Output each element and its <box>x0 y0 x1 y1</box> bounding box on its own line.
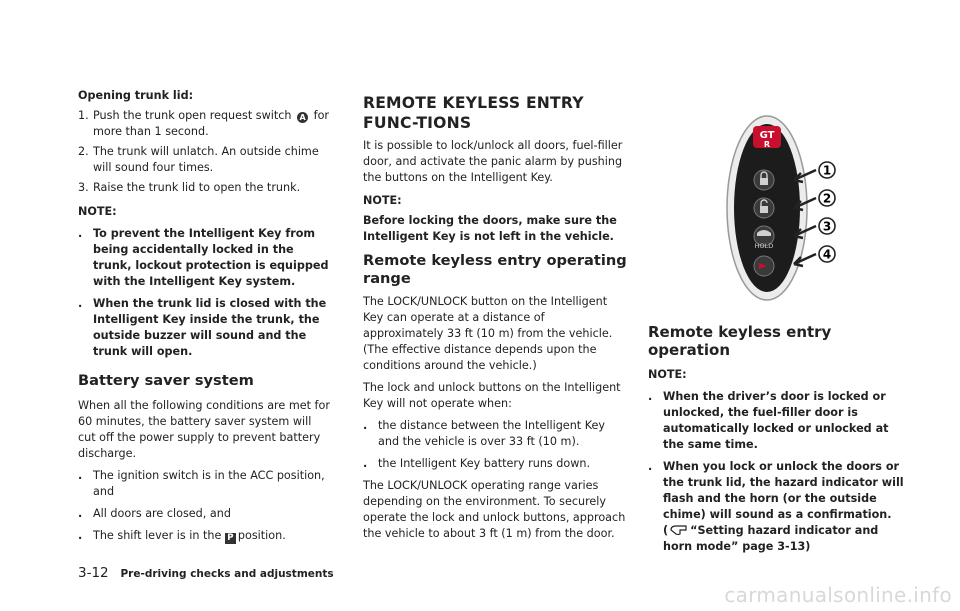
bullet-icon: . <box>78 529 83 542</box>
note-item: . To prevent the Intelligent Key from being accidentally locked in the trunk, lockout protection is equipped with the Intelligent Key system. <box>78 227 329 288</box>
right-column <box>648 323 910 561</box>
callout-1: 1 <box>822 163 832 178</box>
bullet-icon: . <box>78 297 83 310</box>
logo-text-gt: GT <box>759 130 775 141</box>
watermark: carmanualsonline.info <box>724 583 952 607</box>
note-item: . When the driver’s door is locked or unlocked, the fuel-filler door is automatically locked or unlocked at the same time. <box>648 390 889 451</box>
step-3: 3. Raise the trunk lid to open the trunk. <box>78 181 301 194</box>
section-title: Pre-driving checks and adjustments <box>120 568 334 580</box>
callout-2: 2 <box>822 191 832 206</box>
note-text: Before locking the doors, make sure the Intelligent Key is not left in the vehicle. <box>363 214 617 243</box>
range-paragraph-3: The LOCK/UNLOCK operating range varies depending on the environment. To securely operate the lock and unlock buttons, approach the vehicle to about 3 ft (1 m) from the door. <box>363 479 626 540</box>
battery-saver-heading: Battery saver system <box>78 372 254 389</box>
bullet-icon: . <box>363 457 368 470</box>
note-item: . When you lock or unlock the doors or the trunk lid, the hazard indicator will flash and the horn (or the outside chime) will sound as a confirmation. ( “Setting hazard indicator and horn mode” page 3-13) <box>648 460 904 553</box>
range-heading: Remote keyless entry operating range <box>363 252 627 287</box>
range-paragraph-1: The LOCK/UNLOCK button on the Intelligent Key can operate at a distance of approximately 33 ft (10 m) from the vehicle. (The effective distance depends upon the conditions around the vehicle.) <box>363 295 613 372</box>
callout-4: 4 <box>822 247 832 262</box>
operation-heading: Remote keyless entry operation <box>648 323 832 359</box>
intelligent-key-figure <box>700 108 850 308</box>
page-number: 3-12 <box>78 565 109 581</box>
intelligent-key-illustration <box>700 108 850 308</box>
note-label: NOTE: <box>363 194 402 207</box>
left-column <box>78 88 332 550</box>
range-item: . the Intelligent Key battery runs down. <box>363 457 591 470</box>
park-position-icon: P <box>225 533 236 544</box>
bullet-icon: . <box>78 469 83 482</box>
marker-a-icon: A <box>297 112 308 123</box>
remote-intro: It is possible to lock/unlock all doors, fuel-filler door, and activate the panic alarm by pushing the buttons on the Intelligent Key. <box>363 139 623 184</box>
note-label: NOTE: <box>648 368 687 381</box>
range-paragraph-2: The lock and unlock buttons on the Intelligent Key will not operate when: <box>363 381 621 410</box>
open-trunk-heading: Opening trunk lid: <box>78 89 194 102</box>
middle-column <box>363 93 628 542</box>
condition-item: . The ignition switch is in the ACC position, and <box>78 469 325 498</box>
unlock-icon <box>760 206 768 213</box>
bullet-icon: . <box>648 460 653 473</box>
remote-keyless-heading: REMOTE KEYLESS ENTRY FUNC-TIONS <box>363 94 584 132</box>
bullet-icon: . <box>648 390 653 403</box>
hold-label: HOLD <box>754 242 774 250</box>
condition-item: . All doors are closed, and <box>78 507 231 520</box>
range-item: . the distance between the Intelligent Key and the vehicle is over 33 ft (10 m). <box>363 419 606 448</box>
cross-reference-link[interactable]: “Setting hazard indicator and horn mode” page 3-13) <box>663 524 879 553</box>
condition-item: . The shift lever is in the P position. <box>78 529 286 543</box>
step-2: 2. The trunk will unlatch. An outside chime will sound four times. <box>78 145 319 174</box>
note-item: . When the trunk lid is closed with the Intelligent Key inside the trunk, the outside buzzer will sound and the trunk will open. <box>78 297 327 358</box>
bullet-icon: . <box>78 507 83 520</box>
logo-text-r: R <box>763 140 771 149</box>
battery-intro: When all the following conditions are met for 60 minutes, the battery saver system will cut off the power supply to prevent battery discharge. <box>78 399 330 460</box>
callout-3: 3 <box>822 219 832 234</box>
bullet-icon: . <box>363 419 368 432</box>
page-footer <box>78 565 334 581</box>
note-label: NOTE: <box>78 205 117 218</box>
bullet-icon: . <box>78 227 83 240</box>
page-reference-icon <box>670 524 688 536</box>
step-1: 1. Push the trunk open request switch A for more than 1 second. <box>78 109 330 138</box>
lock-icon <box>760 178 768 185</box>
